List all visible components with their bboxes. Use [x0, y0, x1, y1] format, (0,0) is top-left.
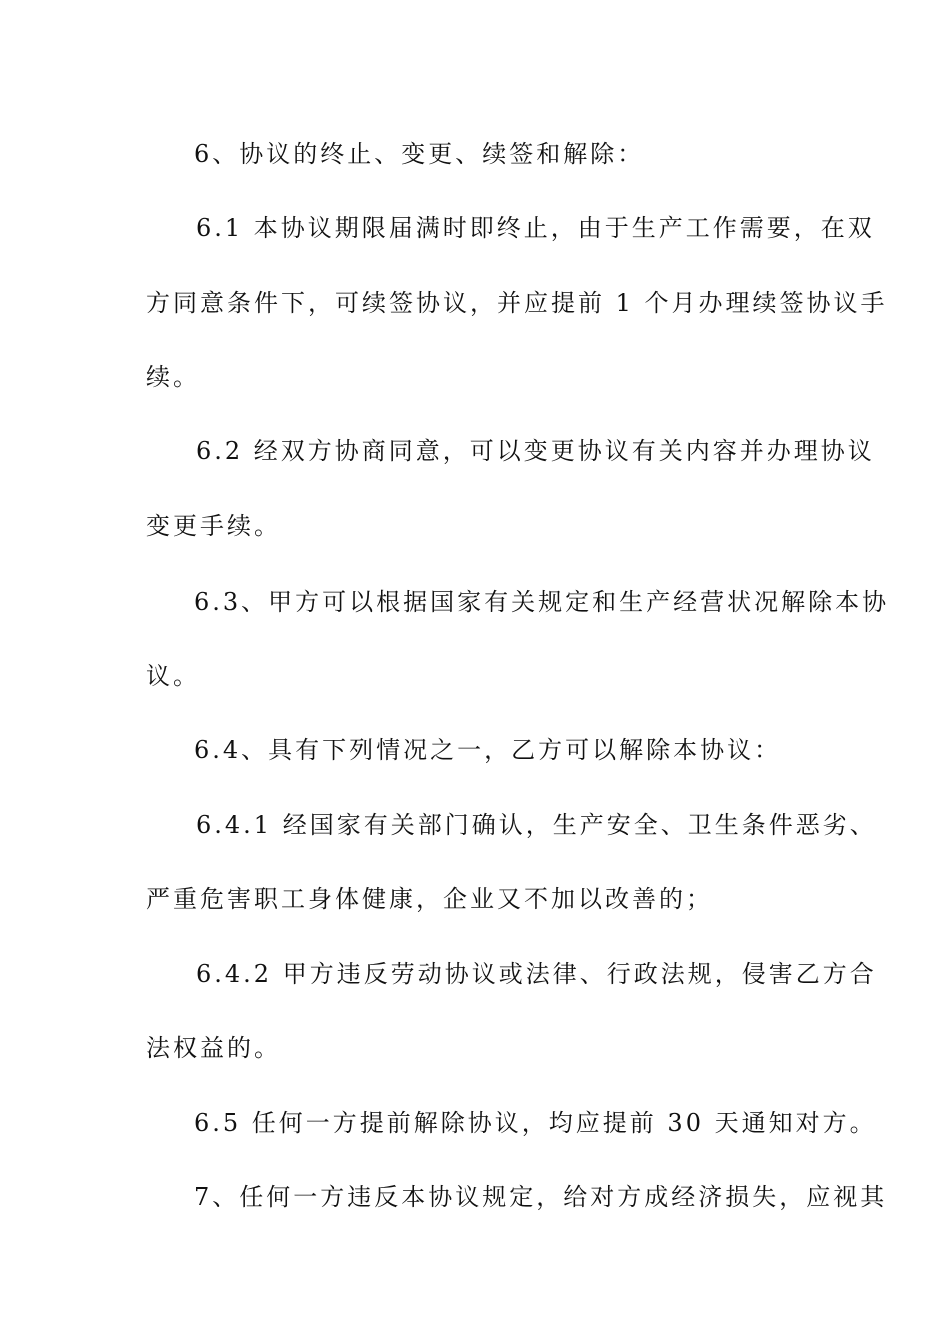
clause-6-3-line-2: 议。 [146, 662, 200, 690]
clause-6-2-line-1: 6.2 经双方协商同意，可以变更协议有关内容并办理协议 [196, 437, 875, 465]
clause-6-4-1-line-2: 严重危害职工身体健康，企业又不加以改善的； [146, 885, 713, 913]
clause-6-1-line-3: 续。 [146, 363, 200, 391]
clause-6-4-1-line-1: 6.4.1 经国家有关部门确认，生产安全、卫生条件恶劣、 [196, 811, 877, 839]
clause-6-1-line-1: 6.1 本协议期限届满时即终止，由于生产工作需要，在双 [196, 214, 875, 242]
clause-6-4-2-line-2: 法权益的。 [146, 1034, 281, 1062]
section-6-heading: 6、协议的终止、变更、续签和解除： [194, 140, 645, 168]
clause-6-3-line-1: 6.3、甲方可以根据国家有关规定和生产经营状况解除本协 [194, 588, 890, 616]
clause-6-4-line: 6.4、具有下列情况之一，乙方可以解除本协议： [194, 736, 782, 764]
clause-6-5-line: 6.5 任何一方提前解除协议，均应提前 30 天通知对方。 [194, 1109, 877, 1137]
clause-6-1-line-2: 方同意条件下，可续签协议，并应提前 1 个月办理续签协议手 [146, 289, 888, 317]
clause-6-2-line-2: 变更手续。 [146, 512, 281, 540]
clause-6-4-2-line-1: 6.4.2 甲方违反劳动协议或法律、行政法规，侵害乙方合 [196, 960, 877, 988]
section-7-line: 7、任何一方违反本协议规定，给对方成经济损失，应视其 [194, 1183, 888, 1211]
